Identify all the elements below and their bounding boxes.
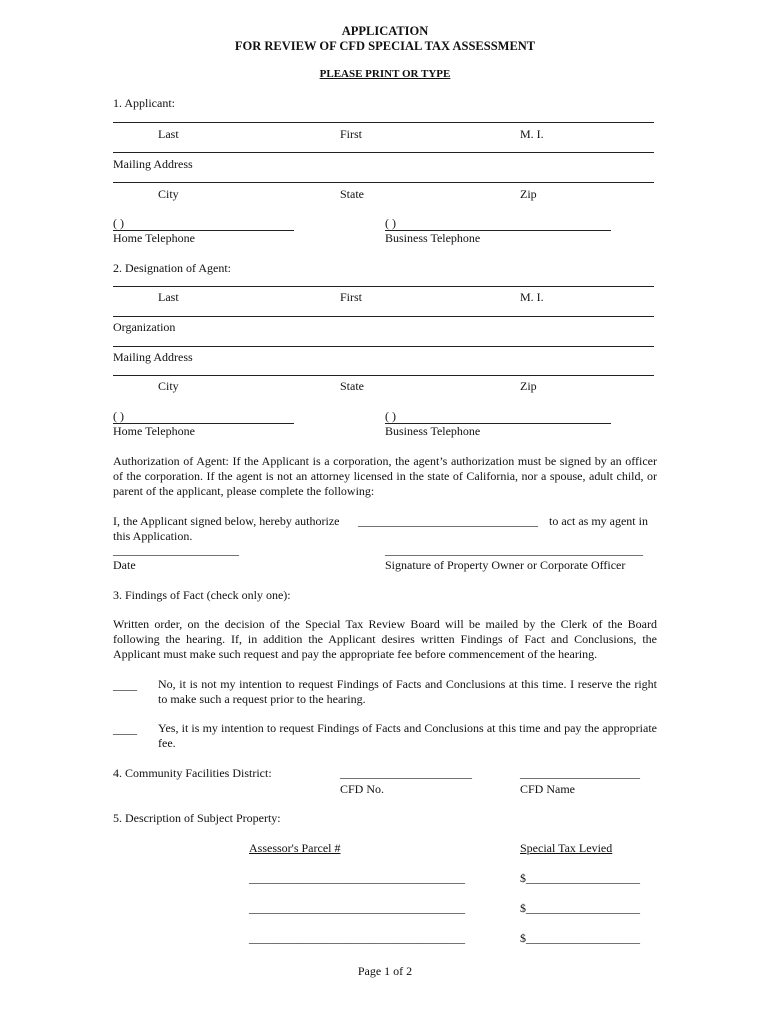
section-findings-heading: 3. Findings of Fact (check only one): — [113, 588, 291, 602]
date-label: Date — [113, 558, 136, 572]
section-cfd-heading: 4. Community Facilities District: — [113, 766, 272, 780]
applicant-zip-label: Zip — [520, 187, 537, 201]
agent-home-phone-label: Home Telephone — [113, 424, 195, 438]
applicant-home-area-code: ( ) — [113, 216, 124, 230]
form-title: APPLICATION — [341, 24, 429, 38]
applicant-first-label: First — [340, 127, 363, 141]
agent-mailing-label: Mailing Address — [113, 350, 193, 364]
agent-name-line[interactable] — [113, 286, 654, 287]
agent-first-label: First — [340, 290, 363, 304]
cfd-no-label: CFD No. — [340, 782, 385, 796]
applicant-business-area-code: ( ) — [385, 216, 396, 230]
agent-organization-label: Organization — [113, 320, 176, 334]
authorize-line-suffix: to act as my agent in — [549, 514, 648, 528]
signature-field[interactable]: ___________________________________________ — [385, 543, 643, 557]
parcel-field-2[interactable]: ____________________________________ — [249, 901, 465, 915]
section-applicant-heading: 1. Applicant: — [113, 96, 175, 110]
agent-city-label: City — [158, 379, 179, 393]
page-number: Page 1 of 2 — [357, 964, 413, 978]
form-subtitle: FOR REVIEW OF CFD SPECIAL TAX ASSESSMENT — [234, 39, 536, 53]
applicant-state-label: State — [340, 187, 364, 201]
tax-field-1[interactable]: $___________________ — [520, 871, 640, 885]
signature-label: Signature of Property Owner or Corporate Officer — [385, 558, 626, 572]
agent-business-area-code: ( ) — [385, 409, 396, 423]
agent-city-line[interactable] — [113, 375, 654, 376]
print-instruction: PLEASE PRINT OR TYPE — [319, 68, 451, 80]
applicant-mailing-line[interactable] — [113, 152, 654, 153]
authorization-paragraph: Authorization of Agent: If the Applicant is a corporation, the agent’s authorization must be signed by an officer of the corporation. If the agent is not an attorney licensed in the state of California, nor a spouse, adult child, or parent of the applicant, please complete the following: — [113, 454, 657, 498]
section-agent-heading: 2. Designation of Agent: — [113, 261, 231, 275]
applicant-mi-label: M. I. — [520, 127, 544, 141]
agent-last-label: Last — [158, 290, 179, 304]
tax-column-header: Special Tax Levied — [520, 841, 613, 855]
applicant-city-label: City — [158, 187, 179, 201]
agent-mi-label: M. I. — [520, 290, 544, 304]
parcel-field-3[interactable]: ____________________________________ — [249, 931, 465, 945]
applicant-city-line[interactable] — [113, 182, 654, 183]
cfd-name-label: CFD Name — [520, 782, 575, 796]
option-no-text: No, it is not my intention to request Findings of Facts and Conclusions at this time. I reserve the right to make such a request prior to the hearing. — [158, 677, 657, 706]
agent-mailing-line[interactable] — [113, 346, 654, 347]
authorize-line-prefix: I, the Applicant signed below, hereby authorize — [113, 514, 340, 528]
agent-zip-label: Zip — [520, 379, 537, 393]
agent-name-blank[interactable]: ______________________________ — [358, 514, 538, 528]
parcel-field-1[interactable]: ____________________________________ — [249, 871, 465, 885]
findings-paragraph: Written order, on the decision of the Special Tax Review Board will be mailed by the Clerk of the Board following the hearing. If, in addition the Applicant desires written Findings of Fact and Conclusions, the Applicant must make such request and pay the appropriate fee before commencement of the hearing. — [113, 617, 657, 661]
applicant-name-line[interactable] — [113, 122, 654, 123]
applicant-home-phone-label: Home Telephone — [113, 231, 195, 245]
parcel-column-header: Assessor's Parcel # — [249, 841, 341, 855]
cfd-no-field[interactable]: ______________________ — [340, 766, 472, 780]
option-no-checkbox[interactable]: ____ — [113, 678, 137, 692]
tax-field-2[interactable]: $___________________ — [520, 901, 640, 915]
applicant-last-label: Last — [158, 127, 179, 141]
applicant-mailing-label: Mailing Address — [113, 157, 193, 171]
tax-field-3[interactable]: $___________________ — [520, 931, 640, 945]
option-yes-text: Yes, it is my intention to request Findings of Facts and Conclusions at this time and pay the appropriate fee. — [158, 721, 657, 750]
option-yes-checkbox[interactable]: ____ — [113, 722, 137, 736]
agent-state-label: State — [340, 379, 364, 393]
applicant-business-phone-label: Business Telephone — [385, 231, 481, 245]
agent-business-phone-label: Business Telephone — [385, 424, 481, 438]
cfd-name-field[interactable]: ____________________ — [520, 766, 640, 780]
date-field[interactable]: _____________________ — [113, 543, 239, 557]
agent-organization-line[interactable] — [113, 316, 654, 317]
section-property-heading: 5. Description of Subject Property: — [113, 811, 281, 825]
agent-home-area-code: ( ) — [113, 409, 124, 423]
authorize-line-continued: this Application. — [113, 529, 193, 543]
